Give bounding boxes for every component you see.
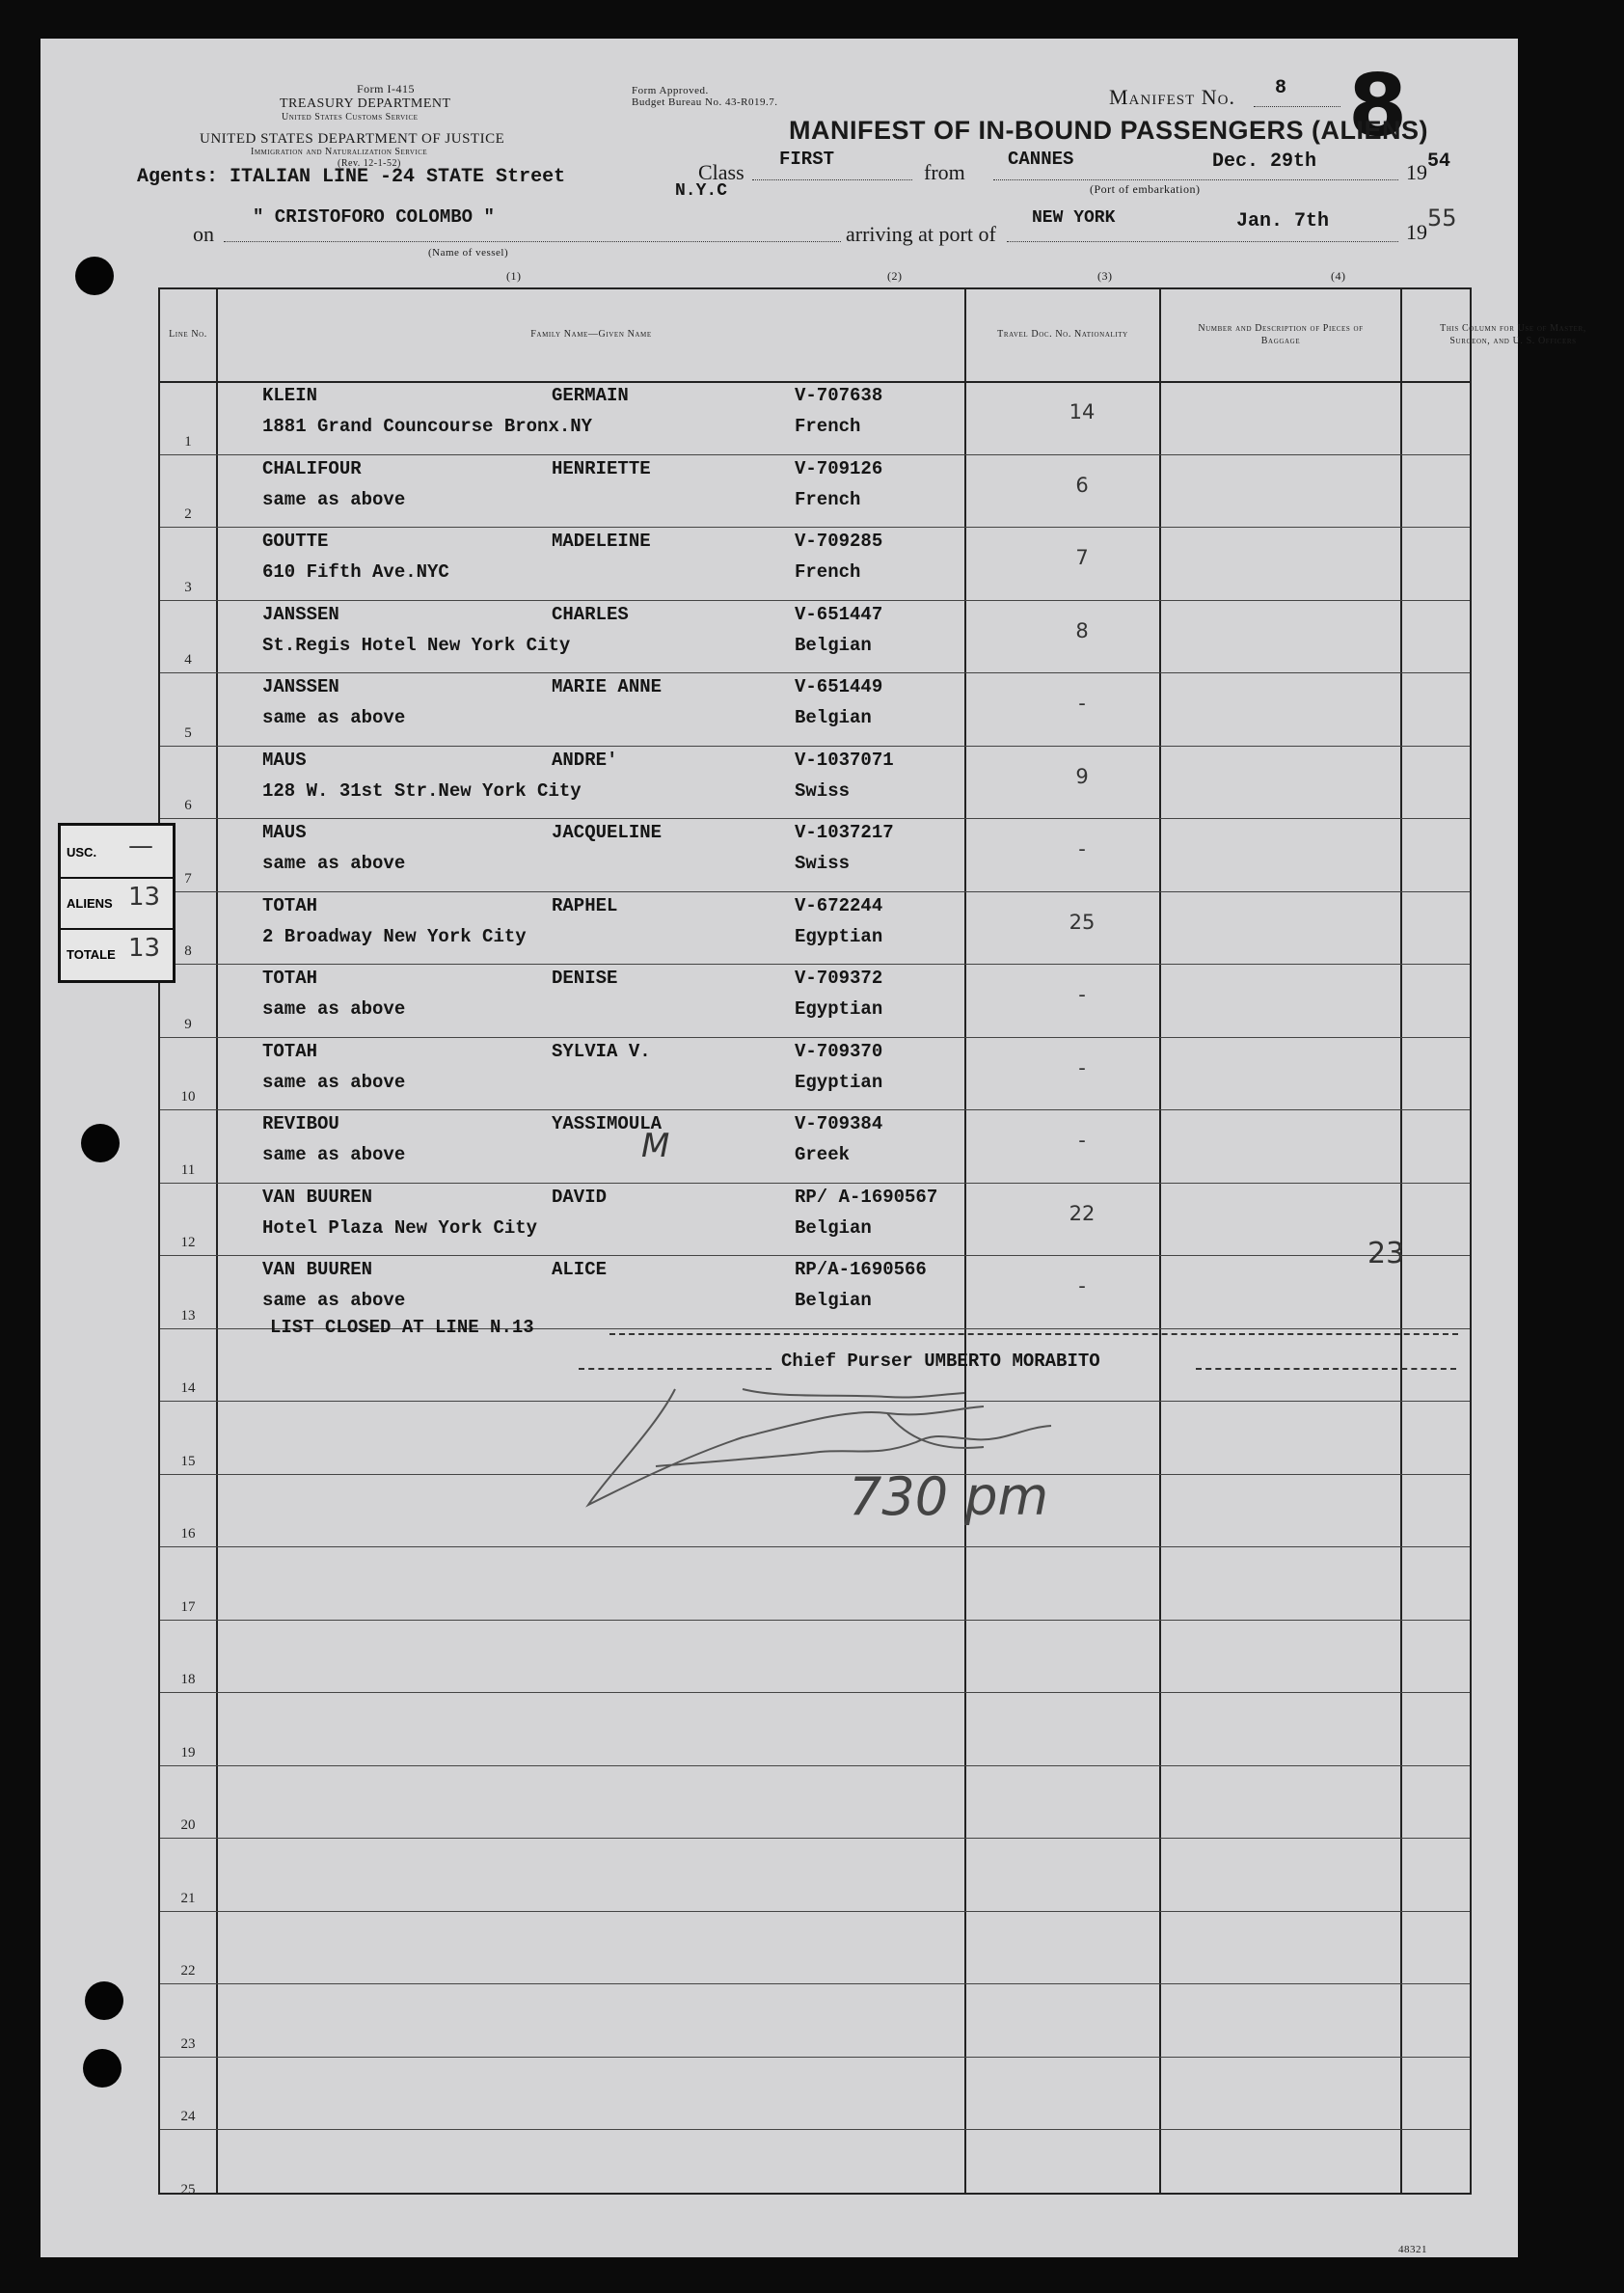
header-line-no: Line No. — [169, 329, 207, 341]
stamp-aliens-value: 13 — [128, 883, 161, 912]
baggage-count: - — [1078, 1129, 1086, 1152]
table-row — [160, 891, 1470, 966]
punch-hole-2 — [81, 1124, 120, 1162]
header-travel-doc: Travel Doc. No. Nationality — [997, 329, 1128, 341]
table-row — [160, 818, 1470, 892]
baggage-count: - — [1078, 1055, 1086, 1079]
handwritten-m: M — [641, 1127, 670, 1165]
address: same as above — [262, 707, 406, 728]
baggage-count: 14 — [1069, 400, 1096, 423]
stamp-usc-label: USC. — [67, 845, 97, 860]
line-number: 20 — [180, 1817, 196, 1833]
baggage-count: - — [1078, 983, 1086, 1006]
table-row — [160, 1838, 1470, 1912]
address: same as above — [262, 853, 406, 874]
travel-doc-number: V-1037217 — [795, 822, 894, 843]
travel-doc-number: V-709126 — [795, 457, 883, 479]
manifest-title: MANIFEST OF IN-BOUND PASSENGERS (ALIENS) — [789, 116, 1429, 145]
given-name: JACQUELINE — [552, 822, 663, 843]
embark-line — [993, 179, 1398, 180]
family-name: MAUS — [262, 822, 307, 843]
manifest-number-large: 8 — [1348, 56, 1408, 155]
nationality: French — [795, 488, 861, 510]
table-row — [160, 1109, 1470, 1184]
address: St.Regis Hotel New York City — [262, 634, 571, 656]
given-name: ANDRE' — [552, 749, 618, 771]
baggage-count: 8 — [1075, 618, 1089, 642]
family-name: TOTAH — [262, 894, 318, 916]
arrival-year: 55 — [1427, 205, 1457, 232]
travel-doc-number: RP/ A-1690567 — [795, 1186, 938, 1208]
vessel-caption: (Name of vessel) — [428, 247, 509, 259]
manifest-number: 8 — [1275, 77, 1287, 99]
line-number: 18 — [180, 1672, 196, 1687]
ins-service: Immigration and Naturalization Service — [251, 147, 428, 157]
given-name: GERMAIN — [552, 385, 629, 406]
family-name: VAN BUUREN — [262, 1186, 373, 1208]
line-number: 19 — [180, 1744, 196, 1761]
travel-doc-number: V-1037071 — [795, 749, 894, 771]
embark-year: 54 — [1427, 150, 1451, 173]
on-label: on — [193, 222, 214, 246]
table-row — [160, 1692, 1470, 1766]
arrival-year-prefix: 19 — [1406, 220, 1427, 244]
nationality: French — [795, 561, 861, 583]
nationality: Egyptian — [795, 998, 883, 1020]
table-row — [160, 1620, 1470, 1694]
table-row — [160, 2057, 1470, 2131]
line-number: 1 — [184, 433, 192, 450]
arrival-port: NEW YORK — [1032, 208, 1116, 228]
column-number-1: (1) — [506, 269, 522, 283]
embark-year-prefix: 19 — [1406, 160, 1427, 184]
header-name: Family Name—Given Name — [530, 329, 652, 341]
table-row — [160, 381, 1470, 455]
table-row — [160, 746, 1470, 820]
customs-service: United States Customs Service — [282, 112, 419, 123]
travel-doc-number: V-707638 — [795, 385, 883, 406]
embark-caption: (Port of embarkation) — [1090, 182, 1201, 196]
line-number: 25 — [180, 2181, 196, 2197]
given-name: MADELEINE — [552, 531, 651, 552]
given-name: DENISE — [552, 968, 618, 989]
address: 128 W. 31st Str.New York City — [262, 779, 582, 802]
table-row — [160, 2129, 1470, 2202]
table-row — [160, 1183, 1470, 1257]
line-number: 3 — [184, 579, 192, 595]
address: 1881 Grand Councourse Bronx.NY — [262, 416, 593, 437]
family-name: TOTAH — [262, 1040, 318, 1062]
table-header — [160, 289, 1586, 383]
budget-bureau: Budget Bureau No. 43-R019.7. — [632, 96, 778, 108]
address: same as above — [262, 1290, 406, 1311]
class-value: FIRST — [779, 149, 835, 170]
header-baggage: Number and Description of Pieces of Baggage — [1198, 323, 1364, 346]
officer-total: 23 — [1367, 1237, 1405, 1270]
stamp-usc-value: — — [128, 832, 153, 860]
table-row — [160, 1037, 1470, 1111]
family-name: REVIBOU — [262, 1113, 339, 1134]
baggage-count: 22 — [1069, 1201, 1096, 1225]
travel-doc-number: V-709372 — [795, 968, 883, 989]
table-row — [160, 1546, 1470, 1621]
nationality: Greek — [795, 1144, 851, 1165]
stamp-row-aliens — [61, 877, 173, 930]
given-name: SYLVIA V. — [552, 1040, 651, 1062]
agents-nyc: N.Y.C — [675, 181, 728, 201]
embark-port: CANNES — [1008, 149, 1074, 170]
table-row — [160, 1983, 1470, 2058]
address: 2 Broadway New York City — [262, 925, 527, 947]
line-number: 12 — [180, 1235, 196, 1250]
address: same as above — [262, 1071, 406, 1093]
line-number: 22 — [180, 1963, 196, 1979]
stamp-totale-value: 13 — [128, 934, 161, 963]
from-label: from — [924, 160, 965, 184]
list-closed: LIST CLOSED AT LINE N.13 — [270, 1317, 534, 1338]
line-number: 16 — [180, 1526, 196, 1542]
agents-line: Agents: ITALIAN LINE -24 STATE Street — [137, 166, 566, 188]
officer-signature — [569, 1370, 1167, 1524]
punch-hole-3 — [85, 1981, 123, 2020]
family-name: CHALIFOUR — [262, 457, 362, 479]
given-name: DAVID — [552, 1186, 608, 1208]
table-row — [160, 964, 1470, 1038]
table-row — [160, 527, 1470, 601]
nationality: Belgian — [795, 707, 872, 728]
travel-doc-number: V-672244 — [795, 894, 883, 916]
column-number-2: (2) — [887, 269, 903, 283]
table-row — [160, 454, 1470, 529]
travel-doc-number: RP/A-1690566 — [795, 1259, 927, 1280]
table-row — [160, 1911, 1470, 1985]
form-number: Form I-415 — [357, 82, 415, 96]
family-name: JANSSEN — [262, 676, 339, 697]
handwritten-time: 730 pm — [849, 1466, 1049, 1527]
line-number: 24 — [180, 2109, 196, 2124]
arrival-date: Jan. 7th — [1236, 210, 1330, 232]
table-row — [160, 600, 1470, 674]
arrival-line — [1007, 241, 1398, 242]
family-name: TOTAH — [262, 968, 318, 989]
revision: (Rev. 12-1-52) — [338, 158, 401, 169]
justice-department: UNITED STATES DEPARTMENT OF JUSTICE — [200, 131, 505, 147]
line-number: 10 — [180, 1089, 196, 1105]
vessel-line — [224, 241, 841, 242]
line-number: 14 — [180, 1380, 196, 1396]
form-approved: Form Approved. — [632, 85, 709, 96]
line-number: 17 — [180, 1598, 196, 1615]
alien-count-stamp — [58, 823, 176, 983]
passenger-table — [158, 287, 1586, 2197]
nationality: Swiss — [795, 853, 851, 874]
table-row — [160, 672, 1470, 747]
given-name: CHARLES — [552, 603, 629, 625]
line-number: 8 — [184, 943, 192, 959]
stamp-aliens-label: ALIENS — [67, 896, 113, 911]
address: same as above — [262, 488, 406, 510]
line-number: 15 — [180, 1453, 196, 1469]
baggage-count: 9 — [1075, 764, 1089, 788]
given-name: YASSIMOULA — [552, 1113, 663, 1134]
baggage-count: 6 — [1075, 473, 1089, 497]
line-number: 2 — [184, 506, 192, 522]
nationality: Egyptian — [795, 925, 883, 947]
line-number: 9 — [184, 1016, 192, 1032]
baggage-count: 7 — [1075, 546, 1089, 569]
nationality: Belgian — [795, 634, 872, 656]
chief-purser: Chief Purser UMBERTO MORABITO — [781, 1351, 1100, 1372]
given-name: RAPHEL — [552, 894, 618, 916]
baggage-count: - — [1078, 1274, 1086, 1297]
family-name: VAN BUUREN — [262, 1259, 373, 1280]
baggage-count: - — [1078, 692, 1086, 715]
line-number: 13 — [180, 1307, 196, 1324]
stamp-row-totale — [61, 928, 173, 979]
travel-doc-number: V-709370 — [795, 1040, 883, 1062]
line-number: 23 — [180, 2035, 196, 2052]
family-name: MAUS — [262, 749, 307, 771]
column-number-3: (3) — [1097, 269, 1113, 283]
class-line — [752, 179, 912, 180]
header-officers: This Column for Use of Master, Surgeon, and U. S. Officers — [1440, 323, 1586, 346]
punch-hole-4 — [83, 2049, 122, 2088]
nationality: Belgian — [795, 1216, 872, 1239]
travel-doc-number: V-651447 — [795, 603, 883, 625]
nationality: Swiss — [795, 779, 851, 802]
address: Hotel Plaza New York City — [262, 1216, 538, 1239]
nationality: Egyptian — [795, 1071, 883, 1093]
treasury-department: TREASURY DEPARTMENT — [280, 96, 451, 111]
baggage-count: 25 — [1069, 910, 1096, 934]
list-closed-dashes — [609, 1333, 1458, 1335]
embark-date: Dec. 29th — [1212, 150, 1317, 173]
stamp-row-usc — [61, 826, 173, 879]
given-name: HENRIETTE — [552, 457, 651, 479]
line-number: 7 — [184, 870, 192, 887]
class-label: Class — [698, 160, 744, 184]
address: 610 Fifth Ave.NYC — [262, 561, 449, 583]
manifest-number-line — [1254, 106, 1340, 107]
nationality: French — [795, 416, 861, 437]
travel-doc-number: V-651449 — [795, 676, 883, 697]
travel-doc-number: V-709285 — [795, 531, 883, 552]
family-name: GOUTTE — [262, 531, 329, 552]
vessel-name: " CRISTOFORO COLOMBO " — [253, 206, 495, 228]
line-number: 5 — [184, 724, 192, 741]
purser-dashes-right — [1196, 1368, 1456, 1370]
punch-hole-1 — [75, 257, 114, 295]
family-name: JANSSEN — [262, 603, 339, 625]
table-row — [160, 1765, 1470, 1840]
given-name: ALICE — [552, 1259, 608, 1280]
travel-doc-number: V-709384 — [795, 1113, 883, 1134]
baggage-count: - — [1078, 837, 1086, 860]
nationality: Belgian — [795, 1290, 872, 1311]
line-number: 11 — [180, 1161, 196, 1178]
address: same as above — [262, 1144, 406, 1165]
line-number: 6 — [184, 798, 192, 813]
address: same as above — [262, 998, 406, 1020]
manifest-label: Manifest No. — [1109, 85, 1235, 109]
arriving-label: arriving at port of — [846, 222, 996, 246]
sheet-number: 48321 — [1398, 2244, 1427, 2255]
line-number: 4 — [184, 652, 192, 668]
column-number-4: (4) — [1331, 269, 1346, 283]
given-name: MARIE ANNE — [552, 676, 663, 697]
family-name: KLEIN — [262, 385, 318, 406]
stamp-totale-label: TOTALE — [67, 947, 116, 962]
line-number: 21 — [180, 1890, 196, 1906]
